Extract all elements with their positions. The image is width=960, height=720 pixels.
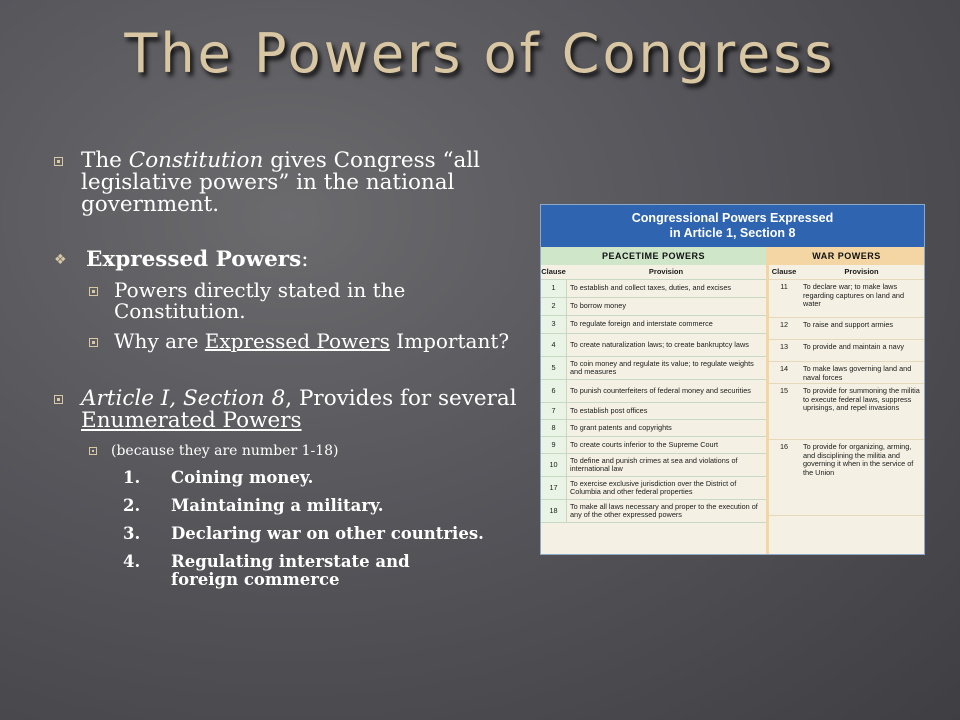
list-item-number: 4.	[123, 552, 141, 571]
square-bullet-icon	[54, 157, 63, 166]
table-row	[769, 318, 924, 340]
provision-header: Provision	[844, 267, 879, 276]
war-rows	[769, 280, 924, 516]
clause-cell: 11	[780, 282, 788, 291]
clause-cell: 1	[541, 280, 567, 297]
table-row	[541, 316, 766, 334]
provision-cell: To exercise exclusive jurisdiction over the District of Columbia and other federal properties	[570, 478, 737, 496]
table-row	[541, 357, 766, 380]
clause-cell: 2	[541, 298, 567, 315]
bullet-intro-text	[81, 150, 524, 216]
sub1-text: Powers directly stated in the Constitution.	[114, 278, 406, 323]
provision-cell: To regulate foreign and interstate commerce	[570, 319, 713, 329]
table-title-line2: in Article 1, Section 8	[669, 226, 796, 240]
clause-cell: 6	[541, 380, 567, 402]
clause-cell: 18	[541, 500, 567, 522]
article-italic: Article I, Section 8	[81, 386, 286, 411]
congressional-powers-table	[540, 204, 925, 555]
bullet-intro	[54, 150, 524, 216]
table-row	[541, 280, 766, 298]
provision-cell: To provide and maintain a navy	[803, 342, 905, 351]
sub-bullet-note	[89, 443, 524, 459]
provision-cell: To create naturalization laws; to create bankruptcy laws	[570, 339, 749, 349]
clause-cell: 15	[779, 386, 789, 395]
square-bullet-icon	[54, 395, 63, 404]
table-row	[541, 420, 766, 437]
provision-cell: To borrow money	[570, 301, 626, 311]
article-note: (because they are number 1-18)	[111, 443, 339, 459]
list-item-number: 1.	[123, 468, 141, 487]
provision-cell: To coin money and regulate its value; to regulate weights and measures	[570, 358, 754, 376]
provision-cell: To make all laws necessary and proper to the execution of any of the other expressed powers	[570, 501, 758, 519]
intro-rest: gives Congress “all legislative powers” in the national government.	[81, 148, 481, 217]
sub2-pre: Why are	[114, 329, 199, 353]
list-item	[123, 497, 524, 515]
list-item-text: Maintaining a military.	[171, 496, 384, 515]
peacetime-header-row	[541, 265, 766, 280]
peacetime-caption: PEACETIME POWERS	[541, 247, 766, 265]
war-header-row	[769, 265, 924, 280]
provision-header: Provision	[648, 267, 684, 276]
provision-cell: To provide for summoning the militia to execute federal laws, suppress uprisings, and repel invasions	[803, 386, 920, 412]
clause-cell: 7	[541, 403, 567, 419]
enumerated-list	[123, 469, 524, 589]
clause-cell: 8	[541, 420, 567, 436]
provision-cell: To provide for organizing, arming, and disciplining the militia and governing it when in the service of the Union	[803, 442, 914, 477]
clause-cell: 5	[541, 357, 567, 379]
sub-bullet-why-important	[89, 331, 524, 352]
sub-bullet-directly-stated	[89, 280, 524, 322]
intro-the: The	[81, 148, 122, 173]
sub2-text	[114, 331, 509, 352]
table-row	[541, 380, 766, 403]
table-row	[541, 298, 766, 316]
provision-cell: To make laws governing land and naval forces	[803, 364, 912, 382]
square-bullet-icon	[89, 447, 97, 455]
table-row	[541, 477, 766, 500]
intro-constitution: Constitution	[128, 148, 264, 173]
square-bullet-icon	[89, 287, 98, 296]
list-item-text: Regulating interstate and foreign commerce	[171, 552, 410, 589]
list-item-text: Declaring war on other countries.	[171, 524, 484, 543]
bullet-expressed	[54, 249, 524, 271]
square-bullet-icon	[89, 338, 98, 347]
clause-cell: 10	[541, 454, 567, 476]
bullet-list	[54, 150, 524, 589]
list-item-text: Coining money.	[171, 468, 314, 487]
expressed-colon: :	[301, 247, 309, 272]
list-item	[123, 469, 524, 487]
table-row	[769, 362, 924, 384]
table-row	[769, 340, 924, 362]
list-item	[123, 553, 524, 589]
sub2-expressed-powers-link: Expressed Powers	[204, 329, 390, 353]
clause-cell: 12	[779, 320, 789, 329]
table-row	[541, 454, 766, 477]
bullet-expressed-text	[86, 249, 308, 271]
clause-header: Clause	[541, 267, 566, 276]
clause-cell: 9	[541, 437, 567, 453]
war-powers-column	[769, 247, 924, 554]
provision-cell: To define and punish crimes at sea and violations of international law	[570, 455, 738, 473]
clause-cell: 14	[779, 364, 789, 373]
provision-cell: To establish post offices	[570, 405, 648, 415]
clause-cell: 4	[541, 334, 567, 356]
peacetime-powers-column	[541, 247, 769, 554]
table-row	[769, 384, 924, 440]
expressed-label: Expressed Powers	[86, 247, 302, 272]
provision-cell: To raise and support armies	[803, 320, 894, 329]
list-item-number: 2.	[123, 496, 141, 515]
provision-cell: To create courts inferior to the Supreme Court	[570, 439, 719, 449]
slide-title: The Powers of Congress	[124, 22, 836, 85]
war-caption: WAR POWERS	[769, 247, 924, 265]
table-row	[541, 437, 766, 454]
clause-cell: 3	[541, 316, 567, 333]
clause-cell: 13	[779, 342, 789, 351]
table-title-line1: Congressional Powers Expressed	[631, 211, 834, 225]
provision-cell: To punish counterfeiters of federal money and securities	[570, 385, 751, 395]
list-item-number: 3.	[123, 524, 141, 543]
table-row	[541, 500, 766, 523]
enumerated-powers-link: Enumerated Powers	[81, 408, 302, 433]
table-row	[541, 403, 766, 420]
bullet-article	[54, 388, 524, 432]
table-row	[769, 440, 924, 516]
provision-cell: To declare war; to make laws regarding captures on land and water	[803, 282, 905, 308]
provision-cell: To establish and collect taxes, duties, and excises	[570, 283, 732, 293]
provision-cell: To grant patents and copyrights	[570, 422, 672, 432]
article-middle: , Provides for several	[285, 386, 517, 411]
peacetime-rows	[541, 280, 766, 523]
list-item	[123, 525, 524, 543]
table-title	[541, 205, 924, 247]
diamond-bullet-icon: ❖	[54, 252, 67, 268]
clause-cell: 16	[779, 442, 789, 451]
clause-cell: 17	[541, 477, 567, 499]
clause-header: Clause	[771, 267, 797, 276]
table-columns	[541, 247, 924, 554]
bullet-article-text	[81, 388, 524, 432]
sub2-post: Important?	[396, 329, 510, 353]
table-row	[769, 280, 924, 318]
table-row	[541, 334, 766, 357]
